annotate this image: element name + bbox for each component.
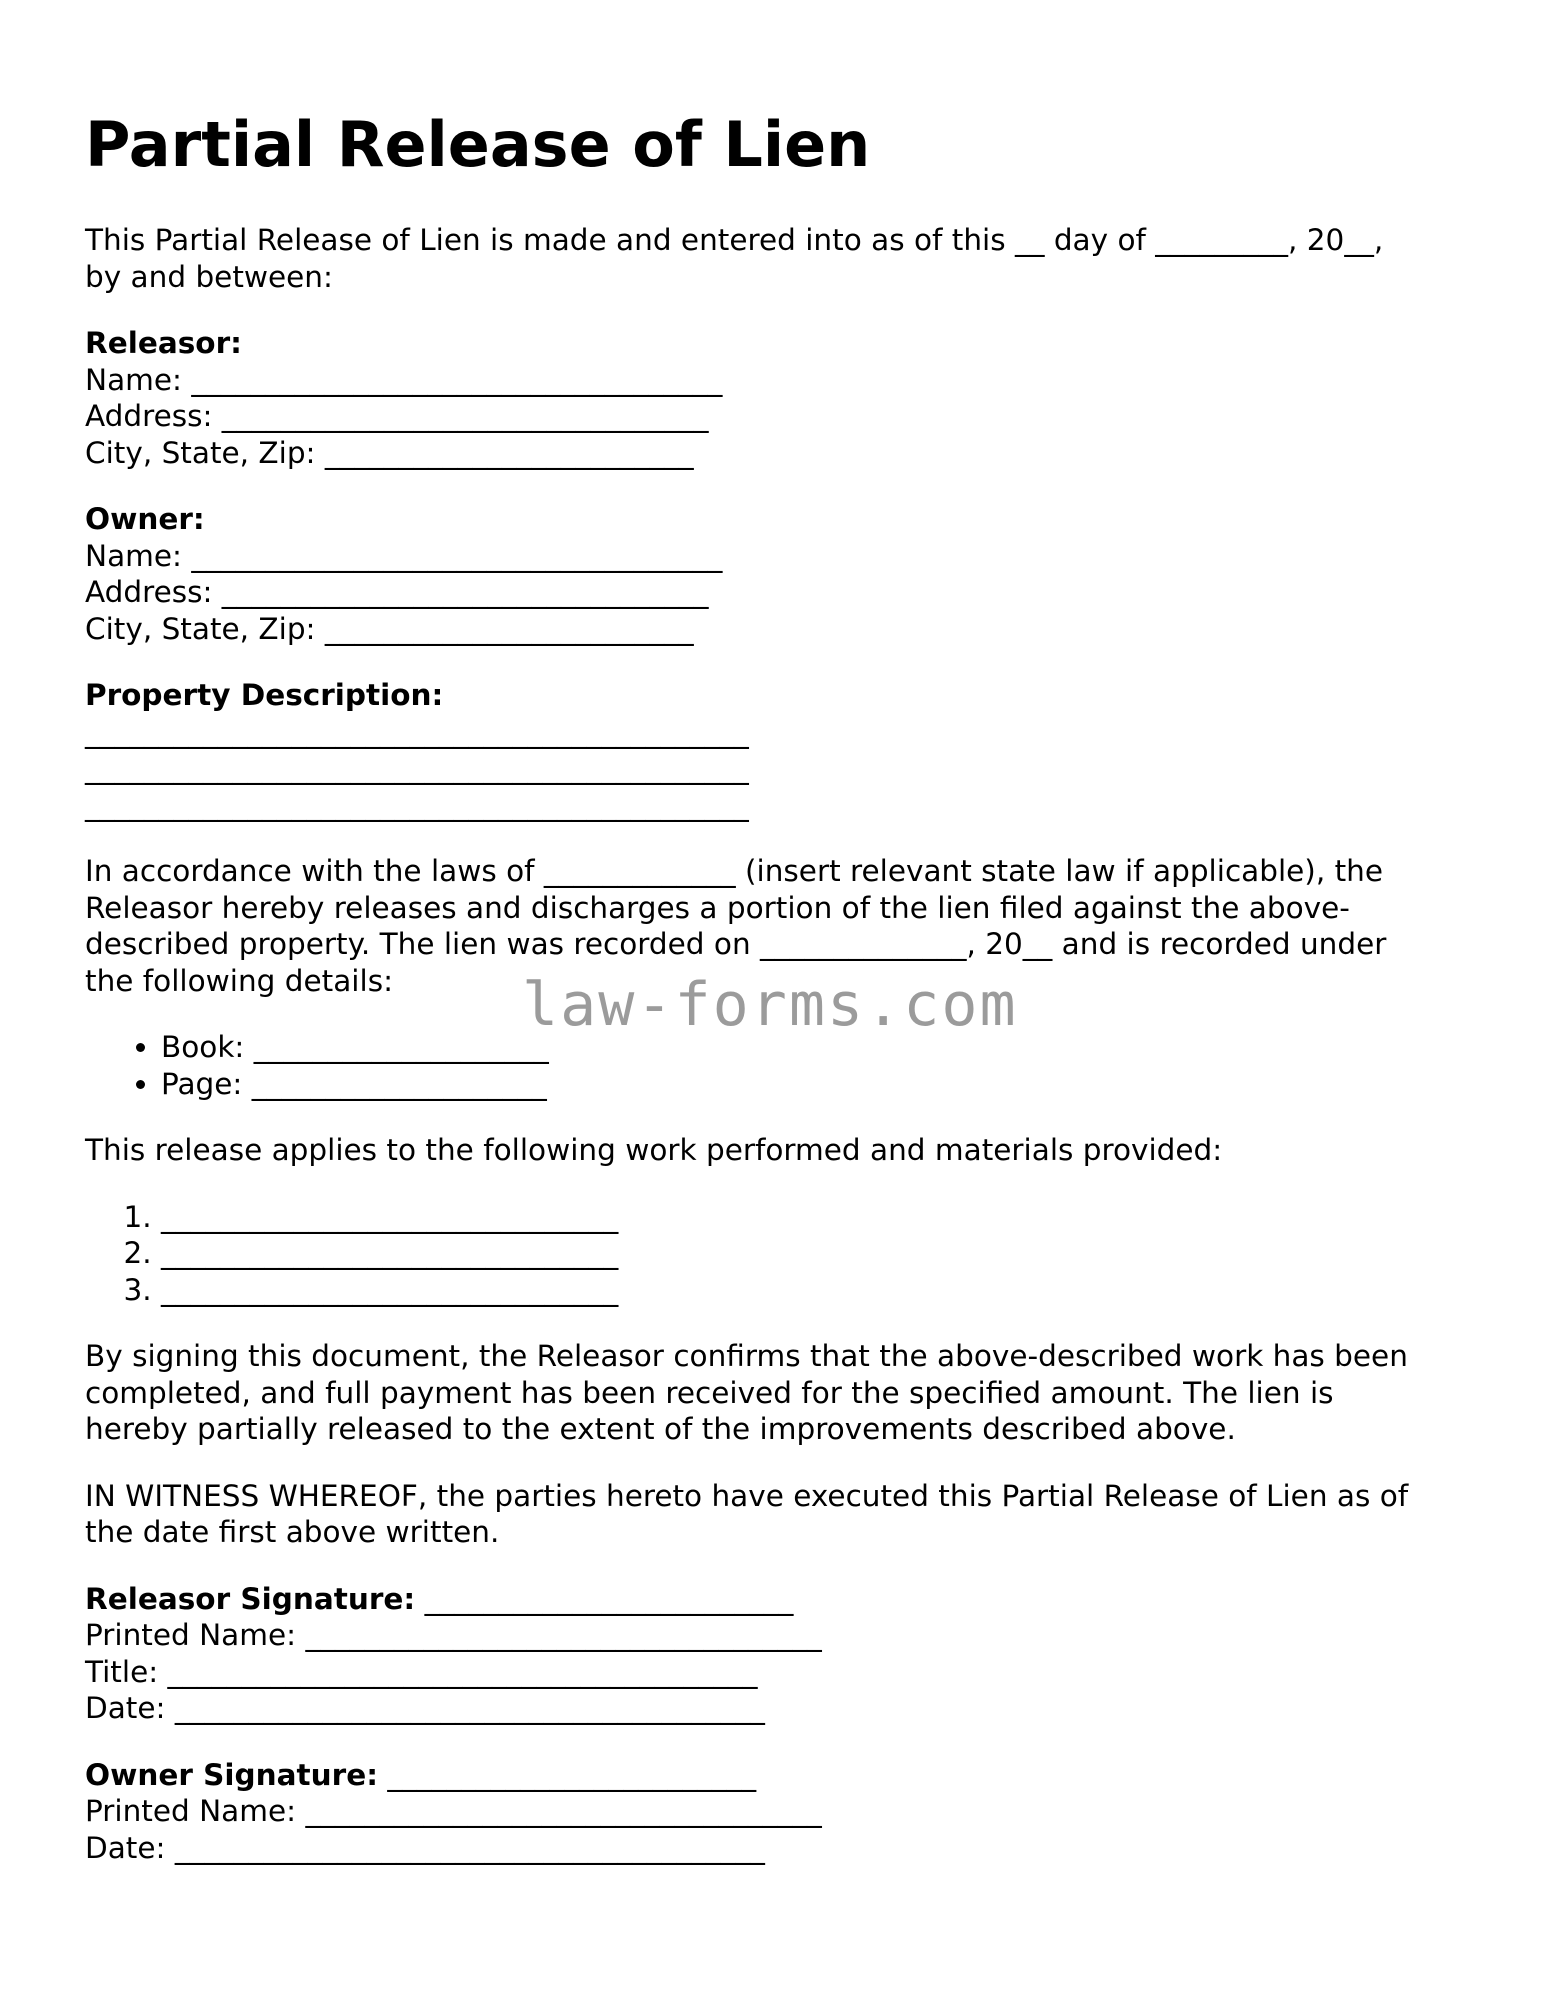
owner-signature-line: _________________________ — [378, 1757, 757, 1792]
applies-paragraph: This release applies to the following work performed and materials provided: — [85, 1133, 1223, 1167]
releasor-city-field: City, State, Zip: _________________________ — [85, 435, 694, 470]
confirm-line-1: By signing this document, the Releasor confirms that the above-described work has been — [85, 1339, 1408, 1373]
owner-heading: Owner: — [85, 502, 205, 536]
document-body — [85, 222, 1485, 1896]
intro-paragraph — [85, 222, 1485, 295]
owner-signature-block — [85, 1757, 1485, 1867]
owner-date-field: Date: ________________________________________ — [85, 1830, 765, 1865]
intro-line-2: by and between: — [85, 259, 333, 294]
releasor-date-field: Date: ________________________________________ — [85, 1691, 765, 1725]
confirm-line-3: hereby partially released to the extent of the improvements described above. — [85, 1412, 1236, 1446]
accordance-line-1: In accordance with the laws of _____________ (insert relevant state law if applicable), the — [85, 854, 1383, 888]
releasor-signature-line: _________________________ — [415, 1581, 794, 1616]
owner-signature-label: Owner Signature: — [85, 1757, 378, 1792]
releasor-title-field: Title: ________________________________________ — [85, 1654, 758, 1689]
document-title: Partial Release of Lien — [85, 108, 871, 181]
record-page-item: • Page: ____________________ — [161, 1066, 1485, 1103]
watermark-text: law-forms.com — [522, 970, 1018, 1040]
property-line: _____________________________________________ — [85, 714, 749, 749]
intro-line-1: This Partial Release of Lien is made and entered into as of this __ day of _________, 20__, — [85, 223, 1384, 257]
releasor-section — [85, 325, 1485, 471]
work-item: 3. _______________________________ — [161, 1272, 1485, 1309]
confirm-line-2: completed, and full payment has been received for the specified amount. The lien is — [85, 1375, 1334, 1410]
property-heading: Property Description: — [85, 678, 444, 712]
releasor-signature-block — [85, 1581, 1485, 1727]
confirm-paragraph — [85, 1338, 1485, 1448]
releasor-printed-name-field: Printed Name: ___________________________________ — [85, 1618, 822, 1652]
owner-printed-name-field: Printed Name: ___________________________________ — [85, 1794, 822, 1828]
owner-address-field: Address: _________________________________ — [85, 575, 709, 609]
property-section — [85, 677, 1485, 823]
record-book-item: • Book: ____________________ — [161, 1029, 1485, 1066]
releasor-name-field: Name: ____________________________________ — [85, 362, 723, 397]
property-line: _____________________________________________ — [85, 751, 749, 785]
owner-section — [85, 501, 1485, 647]
releasor-heading: Releasor: — [85, 326, 242, 360]
releasor-signature-label: Releasor Signature: — [85, 1581, 416, 1616]
accordance-line-2: Releasor hereby releases and discharges a portion of the lien filed against the above- — [85, 890, 1350, 925]
accordance-line-4: the following details: — [85, 963, 394, 998]
witness-line-1: IN WITNESS WHEREOF, the parties hereto have executed this Partial Release of Lien as of — [85, 1478, 1409, 1513]
witness-paragraph — [85, 1478, 1485, 1551]
accordance-line-3: described property. The lien was recorded on ______________, 20__ and is recorded under — [85, 927, 1387, 961]
property-line: _____________________________________________ — [85, 787, 749, 822]
work-item: 2. _______________________________ — [161, 1235, 1485, 1272]
witness-line-2: the date first above written. — [85, 1515, 500, 1549]
releasor-address-field: Address: _________________________________ — [85, 399, 709, 433]
owner-name-field: Name: ____________________________________ — [85, 538, 723, 573]
work-item: 1. _______________________________ — [161, 1199, 1485, 1236]
owner-city-field: City, State, Zip: _________________________ — [85, 611, 694, 646]
work-items-list — [85, 1199, 1485, 1309]
